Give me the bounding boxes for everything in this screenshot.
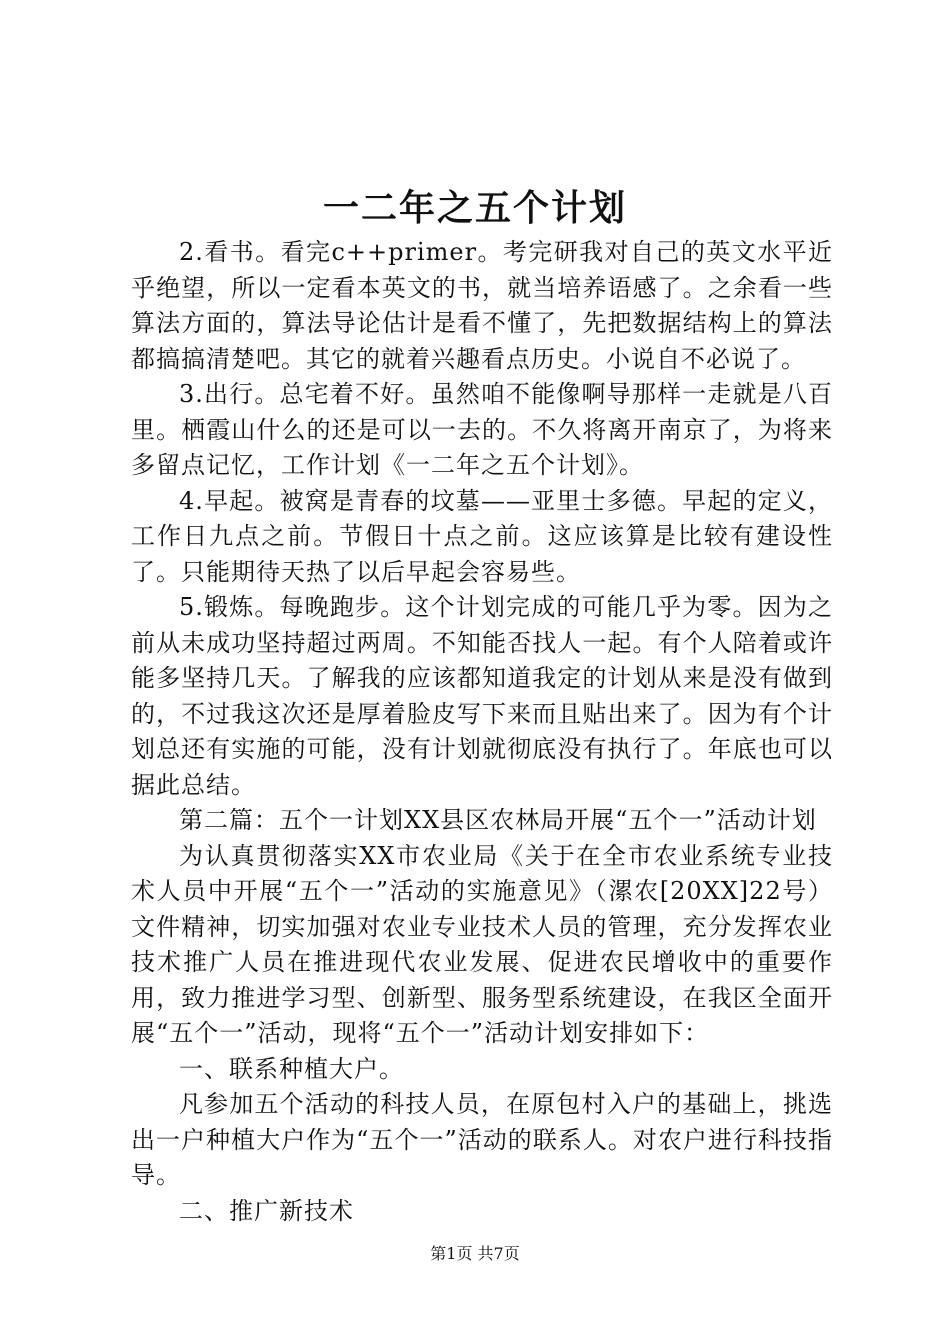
paragraph: 凡参加五个活动的科技人员，在原包村入户的基础上，挑选出一户种植大户作为“五个一”活动的联系人。对农户进行科技指导。 [131,1090,833,1189]
document-title: 一二年之五个计划 [322,187,627,229]
paragraph: 为认真贯彻落实XX市农业局《关于在全市农业系统专业技术人员中开展“五个一”活动的实施意见》（漯农[20XX]22号）文件精神，切实加强对农业专业技术人员的管理，充分发挥农业技术推广人员在推进现代农业发展、促进农民增收中的重要作用，致力推进学习型、创新型、服务型系统建设，在我区全面开展“五个一”活动，现将“五个一”活动计划安排如下： [131,841,833,1047]
paragraph: 2.看书。看完c++primer。考完研我对自己的英文水平近乎绝望，所以一定看本英文的书，就当培养语感了。之余看一些算法方面的，算法导论估计是看不懂了，先把数据结构上的算法都搞搞清楚吧。其它的就着兴趣看点历史。小说自不必说了。 [131,238,833,373]
subsection-heading: 一、联系种植大户。 [179,1054,404,1083]
document-body [131,235,833,1229]
paragraph: 4.早起。被窝是青春的坟墓——亚里士多德。早起的定义，工作日九点之前。节假日十点之前。这应该算是比较有建设性了。只能期待天热了以后早起会容易些。 [131,486,833,586]
page-footer: 第1页 共7页 [430,1244,520,1263]
paragraph: 3.出行。总宅着不好。虽然咱不能像啊导那样一走就是八百里。栖霞山什么的还是可以一去的。不久将离开南京了，为将来多留点记忆，工作计划《一二年之五个计划》。 [131,380,833,479]
paragraph: 5.锻炼。每晚跑步。这个计划完成的可能几乎为零。因为之前从未成功坚持超过两周。不知能否找人一起。有个人陪着或许能多坚持几天。了解我的应该都知道我定的计划从来是没有做到的，不过我这次还是厚着脸皮写下来而且贴出来了。因为有个计划总还有实施的可能，没有计划就彻底没有执行了。年底也可以据此总结。 [131,593,833,799]
section-heading: 第二篇：五个一计划XX县区农林局开展“五个一”活动计划 [179,806,817,834]
subsection-heading: 二、推广新技术 [179,1196,354,1225]
